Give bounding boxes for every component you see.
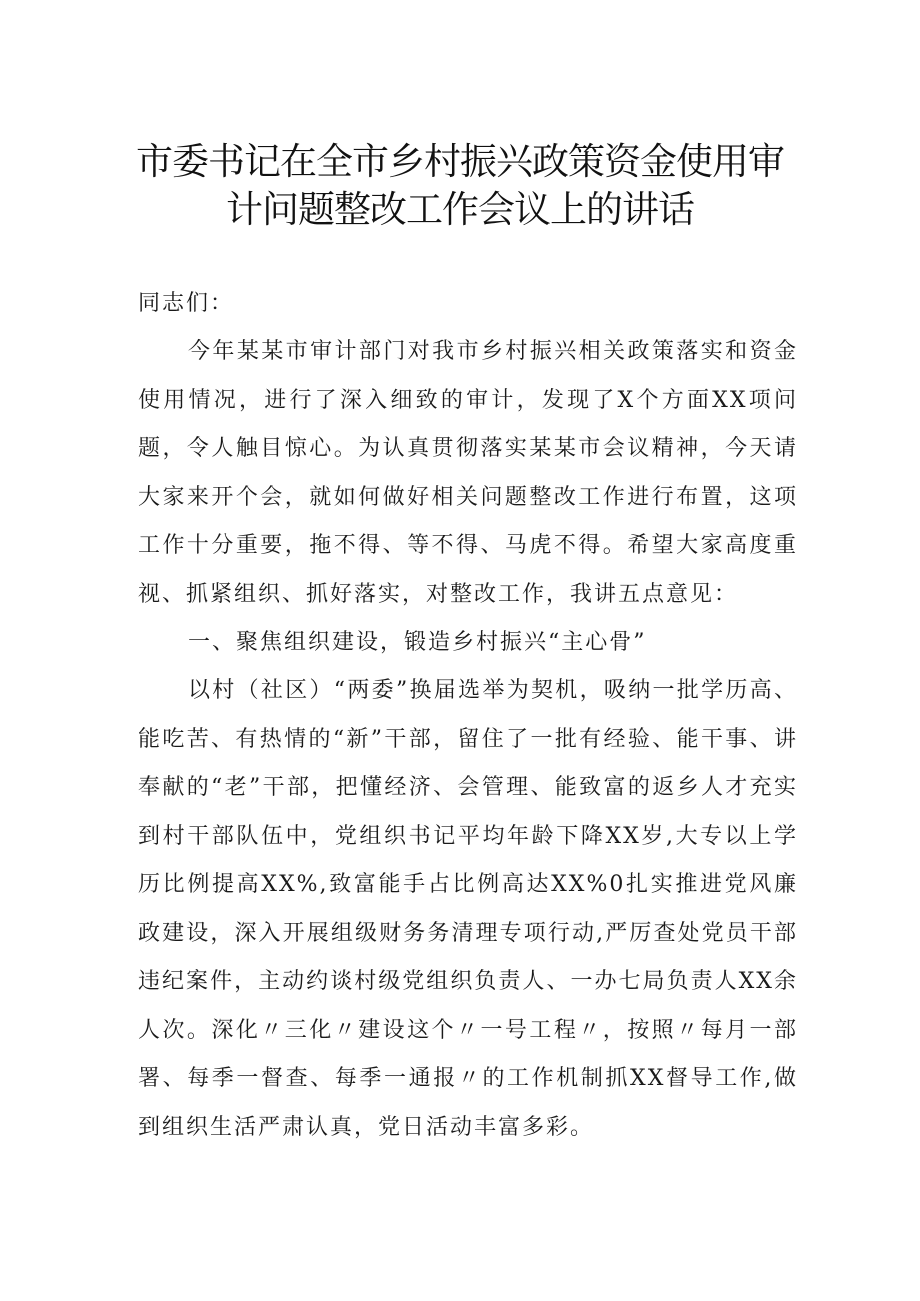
document-title-line-2: 计问题整改工作会议上的讲话: [226, 188, 694, 231]
intro-paragraph: 今年某某市审计部门对我市乡村振兴相关政策落实和资金使用情况，进行了深入细致的审计，发现了X个方面XX项问题，令人触目惊心。为认真贯彻落实某某市会议精神，今天请大家来开个会，就如何做好相关问题整改工作进行布置，这项工作十分重要，拖不得、等不得、马虎不得。希望大家高度重视、抓紧组织、抓好落实，对整改工作，我讲五点意见：: [138, 339, 798, 607]
section-heading-1: 一、聚焦组织建设，锻造乡村振兴“主心骨”: [188, 630, 647, 655]
section-1-paragraph: 以村（社区）“两委”换届选举为契机，吸纳一批学历高、能吃苦、有热情的“新”干部，留住了一批有经验、能干事、讲奉献的“老”干部，把懂经济、会管理、能致富的返乡人才充实到村干部队伍中，党组织书记平均年龄下降XX岁,大专以上学历比例提高XX%,致富能手占比例高达XX%0扎实推进党风廉政建设，深入开展组级财务务清理专项行动,严厉查处党员干部违纪案件，主动约谈村级党组织负责人、一办七局负责人XX余人次。深化〃三化〃建设这个〃一号工程〃，按照〃每月一部署、每季一督查、每季一通报〃的工作机制抓XX督导工作,做到组织生活严肃认真，党日活动丰富多彩。: [138, 678, 798, 1140]
salutation: 同志们：: [138, 291, 235, 316]
document-title-line-1: 市委书记在全市乡村振兴政策资金使用审: [136, 140, 784, 183]
